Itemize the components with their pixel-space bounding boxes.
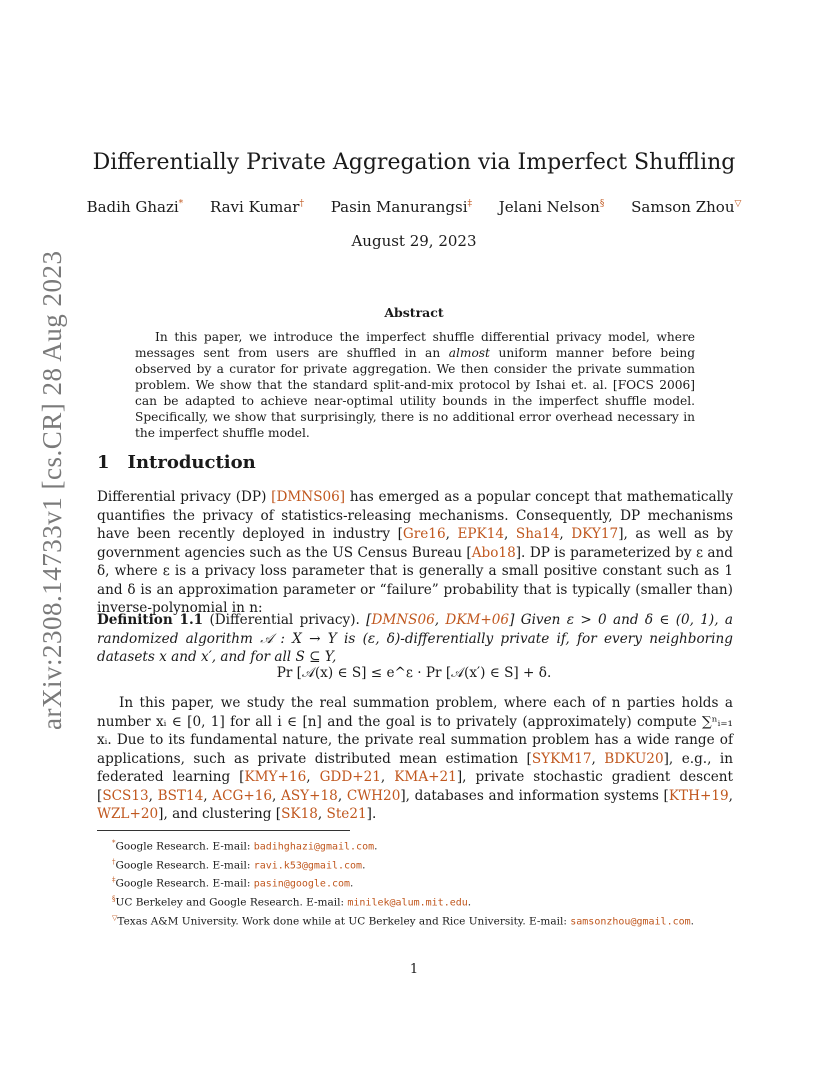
footnote-mark[interactable]: * <box>178 199 184 209</box>
abstract-heading: Abstract <box>384 305 444 320</box>
footnote-mark[interactable]: † <box>299 199 304 209</box>
arxiv-identifier-stamp: arXiv:2308.14733v1 [cs.CR] 28 Aug 2023 <box>37 250 67 730</box>
text: In this paper, we study the real summation problem, where each of n parties holds a number xᵢ ∈ [0, 1] for all i ∈ [n] and the goal is to privately (approximately) compute ∑ⁿᵢ₌₁ xᵢ. Due to its fundamental nature, the private real summation problem has a wide range of applications, such as private distributed mean estimation [ <box>97 695 733 767</box>
citation-link[interactable]: EPK14 <box>457 526 504 542</box>
author <box>331 198 472 216</box>
footnote-mark: § <box>112 895 116 904</box>
email-link[interactable]: pasin@google.com <box>253 878 351 890</box>
text: ], and clustering [ <box>158 806 282 822</box>
email-link[interactable]: samsonzhou@gmail.com <box>570 916 691 928</box>
definition-label: Definition 1.1 <box>97 612 204 628</box>
text: ]. DP is parameterized by ε and δ, where ε is a privacy loss parameter that is generally a small positive constant such as 1 and δ is an approximation parameter or “failure” probability that is typically (smaller than) inverse-polynomial in n: <box>97 544 733 616</box>
footnote-mark: † <box>112 857 116 866</box>
definition-body: Given ε > 0 and δ ∈ (0, 1), a randomized algorithm 𝒜 : X → Y is (ε, δ)-differentially private if, for every neighboring datasets x and x′, and for all S ⊆ Y, <box>97 612 733 665</box>
author <box>499 198 605 216</box>
section-title: Introduction <box>127 452 256 473</box>
email-link[interactable]: ravi.k53@gmail.com <box>253 860 363 872</box>
citation-link[interactable]: GDD+21 <box>319 769 381 785</box>
text: ]. <box>366 806 377 822</box>
citation-link[interactable]: BST14 <box>157 787 204 804</box>
footnote-mark: * <box>112 839 116 847</box>
punctuation: . <box>467 896 472 909</box>
punctuation: . <box>374 840 378 853</box>
citation-link[interactable]: KMA+21 <box>394 769 457 785</box>
text: ], e.g., in federated learning [ <box>97 750 733 785</box>
citation-link[interactable]: DKY17 <box>571 526 619 542</box>
footnote-text: Google Research. E-mail: <box>115 840 254 853</box>
citation-link[interactable]: Abo18 <box>471 544 516 561</box>
punctuation: . <box>690 915 695 928</box>
summation-paragraph: In this paper, we study the real summation problem, where each of n parties holds a number xᵢ ∈ [0, 1] for all i ∈ [n] and the goal is to privately (approximately) compute ∑ⁿᵢ₌₁ xᵢ. Due to its fundamental nature, the private real summation problem has a wide range of applications, such as private distributed mean estimation [SYKM17, BDKU20], e.g., in federated learning [KMY+16, GDD+21, KMA+21], private stochastic gradient descent [SCS13, BST14, ACG+16, ASY+18, CWH20], databases and information systems [KTH+19, WZL+20], and clustering [SK18, Ste21]. <box>97 695 733 822</box>
footnote-mark[interactable]: § <box>599 199 605 209</box>
email-link[interactable]: badihghazi@gmail.com <box>253 841 375 853</box>
author <box>87 198 184 216</box>
abstract-part: uniform manner before being observed by a curator for private aggregation. We then consider the private summation problem. We show that the standard split-and-mix protocol by Ishai et. al. [FOCS 2006] can be adapted to achieve near-optimal utility bounds in the imperfect shuffle model. Specifically, we show that surprisingly, there is no additional error overhead necessary in the imperfect shuffle model. <box>135 346 695 440</box>
punctuation: . <box>350 877 354 890</box>
footnote-mark[interactable]: ‡ <box>467 199 473 209</box>
section-number: 1 <box>97 452 110 473</box>
footnote <box>112 855 752 874</box>
footnote-mark: ‡ <box>112 876 116 885</box>
citation-link[interactable]: DKM+06 <box>445 612 510 628</box>
footnote <box>112 836 752 855</box>
citation-link[interactable]: KMY+16 <box>244 769 307 785</box>
text: has emerged as a popular concept that mathematically quantifies the privacy of statistics-releasing mechanisms. Consequently, DP mechanisms have been recently deployed in industry [ <box>97 489 734 542</box>
footnote-text: UC Berkeley and Google Research. E-mail: <box>115 896 348 909</box>
author-list <box>0 198 828 216</box>
author-name: Samson Zhou <box>631 198 735 216</box>
citation-link[interactable]: [DMNS06] <box>271 489 346 505</box>
citation-link[interactable]: SK18 <box>281 806 318 822</box>
author-name: Jelani Nelson <box>498 198 600 216</box>
citation-link[interactable]: ASY+18 <box>281 787 338 804</box>
author-name: Ravi Kumar <box>209 198 300 216</box>
citation-link[interactable]: ACG+16 <box>212 787 273 804</box>
text: ], databases and information systems [ <box>400 787 669 804</box>
intro-paragraph: Differential privacy (DP) [DMNS06] has emerged as a popular concept that mathematically quantifies the privacy of statistics-releasing mechanisms. Consequently, DP mechanisms have been recently deployed in industry [Gre16, EPK14, Sha14, DKY17], as well as by government agencies such as the US Census Bureau [Abo18]. DP is parameterized by ε and δ, where ε is a privacy loss parameter that is generally a small positive constant such as 1 and δ is an approximation parameter or “failure” probability that is typically (smaller than) inverse-polynomial in n: <box>97 489 734 616</box>
footnote <box>112 873 752 892</box>
text: ], private stochastic gradient descent [ <box>97 769 733 804</box>
citation-link[interactable]: Sha14 <box>515 526 560 542</box>
footnote <box>112 892 752 911</box>
text: ], as well as by government agencies such as the US Census Bureau [ <box>97 526 733 561</box>
author-name: Pasin Manurangsi <box>330 198 468 216</box>
citation-link[interactable]: SYKM17 <box>531 750 592 767</box>
footnotes <box>112 836 752 930</box>
paper-date: August 29, 2023 <box>351 232 477 250</box>
paper-title: Differentially Private Aggregation via Imperfect Shuffling <box>92 150 736 175</box>
page-number: 1 <box>409 962 419 977</box>
abstract-text <box>135 329 695 441</box>
footnote-divider <box>97 830 350 831</box>
citation-link[interactable]: SCS13 <box>102 787 149 804</box>
email-link[interactable]: minilek@alum.mit.edu <box>347 897 468 909</box>
section-heading <box>97 452 256 473</box>
citation-link[interactable]: KTH+19 <box>668 787 729 804</box>
footnote-text: Texas A&M University. Work done while at UC Berkeley and Rice University. E-mail: <box>117 915 571 928</box>
citation-link[interactable]: CWH20 <box>346 787 401 804</box>
footnote <box>112 911 752 930</box>
text: Differential privacy (DP) <box>97 489 272 505</box>
footnote-text: Google Research. E-mail: <box>115 859 254 872</box>
footnote-mark[interactable]: ▽ <box>734 199 742 209</box>
citation-link[interactable]: Gre16 <box>402 526 446 542</box>
citation-link[interactable]: WZL+20 <box>97 806 159 822</box>
citation-link[interactable]: BDKU20 <box>604 750 664 767</box>
footnote-mark: ▽ <box>112 913 118 922</box>
definition-formula: Pr [𝒜(x) ∈ S] ≤ e^ε · Pr [𝒜(x′) ∈ S] + δ. <box>276 665 552 681</box>
citation-link[interactable]: DMNS06 <box>371 612 435 628</box>
citation-link[interactable]: Ste21 <box>326 806 367 822</box>
author-name: Badih Ghazi <box>86 198 179 216</box>
definition-name: (Differential privacy). <box>209 612 360 628</box>
author <box>631 198 741 216</box>
abstract-emphasis: almost <box>448 346 490 360</box>
author <box>210 198 304 216</box>
punctuation: . <box>362 859 366 872</box>
definition-block: Definition 1.1 (Differential privacy). [DMNS06, DKM+06] Given ε > 0 and δ ∈ (0, 1), a randomized algorithm 𝒜 : X → Y is (ε, δ)-differentially private if, for every neighboring datasets x and x′, and for all S ⊆ Y, <box>97 612 733 665</box>
abstract-part: In this paper, we introduce the imperfect shuffle differential privacy model, where messages sent from users are shuffled in an <box>135 330 695 360</box>
footnote-text: Google Research. E-mail: <box>115 877 254 890</box>
